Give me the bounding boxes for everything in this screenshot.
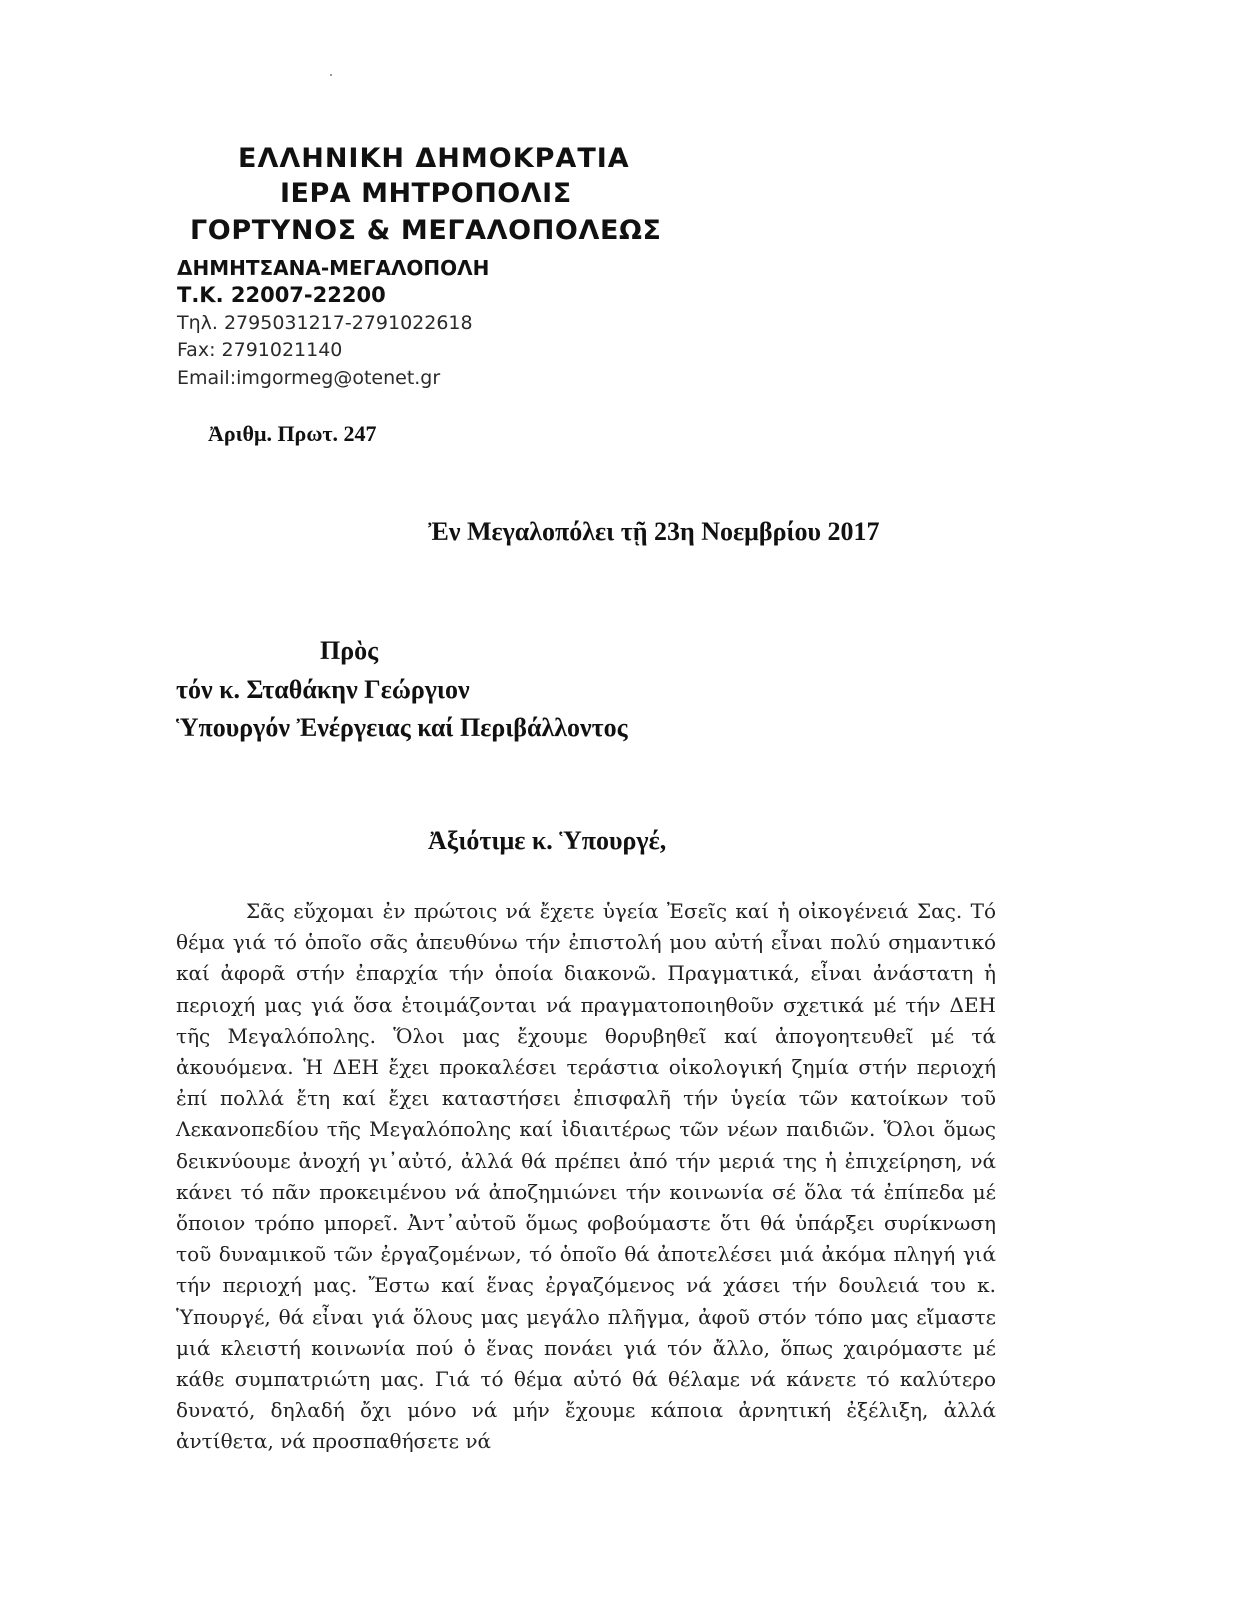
letter-body (176, 896, 996, 1458)
header-postal-code: Τ.Κ. 22007-22200 (177, 283, 386, 307)
recipient-name: τόν κ. Σταθάκην Γεώργιον (176, 675, 470, 704)
contact-phone: Τηλ. 2795031217-2791022618 (177, 312, 473, 334)
contact-email: Email:imgormeg@otenet.gr (177, 367, 441, 389)
header-location: ΔΗΜΗΤΣΑΝΑ-ΜΕΓΑΛΟΠΟΛΗ (177, 256, 490, 280)
header-diocese: ΓΟΡΤΥΝΟΣ & ΜΕΓΑΛΟΠΟΛΕΩΣ (190, 215, 662, 246)
contact-fax: Fax: 2791021140 (177, 339, 343, 361)
header-metropolis: ΙΕΡΑ ΜΗΤΡΟΠΟΛΙΣ (280, 178, 572, 209)
recipient-to: Πρὸς (320, 636, 379, 665)
body-paragraph: Σᾶς εὔχομαι ἐν πρώτοις νά ἔχετε ὑγεία Ἐσεῖς καί ἡ οἰκογένειά Σας. Τό θέμα γιά τό ὁποῖο σᾶς ἀπευθύνω τήν ἐπιστολή μου αὐτή εἶναι πολύ σημαντικό καί ἀφορᾶ στήν ἐπαρχία τήν ὁποία διακονῶ. Πραγματικά, εἶναι ἀνάστατη ἡ περιοχή μας γιά ὅσα ἑτοιμάζονται νά πραγματοποιηθοῦν σχετικά μέ τήν ΔΕΗ τῆς Μεγαλόπολης. Ὅλοι μας ἔχουμε θορυβηθεῖ καί ἀπογοητευθεῖ μέ τά ἀκουόμενα. Ἡ ΔΕΗ ἔχει προκαλέσει τεράστια οἰκολογική ζημία στήν περιοχή ἐπί πολλά ἔτη καί ἔχει καταστήσει ἐπισφαλῆ τήν ὑγεία τῶν κατοίκων τοῦ Λεκανοπεδίου τῆς Μεγαλόπολης καί ἰδιαιτέρως τῶν νέων παιδιῶν. Ὅλοι ὅμως δεικνύουμε ἀνοχή γι᾽αὐτό, ἀλλά θά πρέπει ἀπό τήν μεριά της ἡ ἐπιχείρηση, νά κάνει τό πᾶν προκειμένου νά ἀποζημιώνει τήν κοινωνία σέ ὅλα τά ἐπίπεδα μέ ὅποιον τρόπο μπορεῖ. Ἀντ᾽αὐτοῦ ὅμως φοβούμαστε ὅτι θά ὑπάρξει συρίκνωση τοῦ δυναμικοῦ τῶν ἐργαζομένων, τό ὁποῖο θά ἀποτελέσει μιά ἀκόμα πληγή γιά τήν περιοχή μας. Ἔστω καί ἕνας ἐργαζόμενος νά χάσει τήν δουλειά του κ. Ὑπουργέ, θά εἶναι γιά ὅλους μας μεγάλο πλῆγμα, ἀφοῦ στόν τόπο μας εἴμαστε μιά κλειστή κοινωνία πού ὁ ἕνας πονάει γιά τόν ἄλλο, ὅπως χαιρόμαστε μέ κάθε συμπατριώτη μας. Γιά τό θέμα αὐτό θά θέλαμε νά κάνετε τό καλύτερο δυνατό, δηλαδή ὄχι μόνο νά μήν ἔχουμε κάποια ἀρνητική ἐξέλιξη, ἀλλά ἀντίθετα, νά προσπαθήσετε νά (176, 899, 996, 1454)
header-republic: ΕΛΛΗΝΙΚΗ ΔΗΜΟΚΡΑΤΙΑ (238, 143, 630, 174)
protocol-number: Ἀριθμ. Πρωτ. 247 (208, 421, 377, 446)
scan-speck (330, 74, 332, 76)
recipient-title: Ὑπουργόν Ἐνέργειας καί Περιβάλλοντος (176, 713, 628, 742)
salutation: Ἀξιότιμε κ. Ὑπουργέ, (428, 826, 667, 855)
date-line: Ἐν Μεγαλοπόλει τῇ 23η Νοεμβρίου 2017 (428, 517, 880, 546)
